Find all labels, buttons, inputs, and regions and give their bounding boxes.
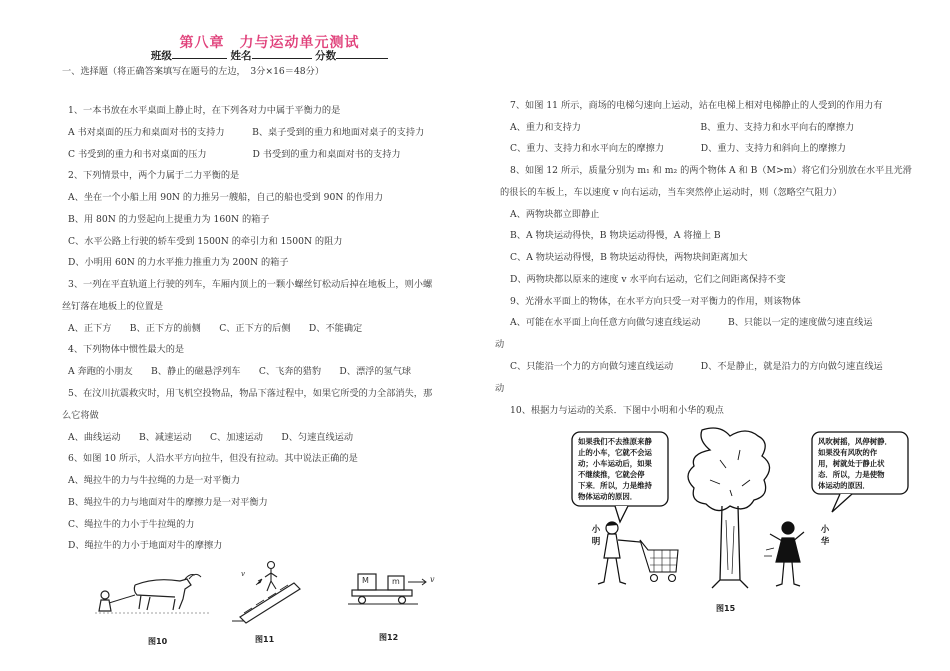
q7-options-cd: C、重力、支持力和水平向左的摩擦力 D、重力、支持力和斜向上的摩擦力 <box>510 143 846 154</box>
q8-stem-line2: 的很长的车板上，车以速度 v 向右运动，当车突然停止运动时，则（忽略空气阻力） <box>500 187 842 198</box>
q4-options: A 奔跑的小朋友 B、静止的磁悬浮列车 C、飞奔的猎豹 D、漂浮的氢气球 <box>68 366 412 377</box>
q3-stem-line1: 3、一列在平直轨道上行驶的列车，车厢内顶上的一颗小螺丝钉松动后掉在地板上，则小螺 <box>68 279 433 290</box>
q2-option-a: A、坐在一个小船上用 90N 的力推另一艘船，自己的船也受到 90N 的作用力 <box>68 192 384 203</box>
label-xiao-ming: 小明 <box>591 525 601 547</box>
q3-options: A、正下方 B、正下方的前侧 C、正下方的后侧 D、不能确定 <box>68 323 363 334</box>
q7-stem: 7、如图 11 所示，商场的电梯匀速向上运动，站在电梯上相对电梯静止的人受到的作用力有 <box>510 100 883 111</box>
q1-options-ab: A 书对桌面的压力和桌面对书的支持力 B、桌子受到的重力和地面对桌子的支持力 <box>68 127 425 138</box>
figure-11-velocity-label: v <box>241 570 245 578</box>
figure-12-blocks-on-cart <box>348 568 443 613</box>
q6-option-a: A、绳拉牛的力与牛拉绳的力是一对平衡力 <box>68 475 241 486</box>
label-xiao-hua: 小华 <box>820 525 830 547</box>
score-label: 分数 <box>315 50 337 62</box>
q10-stem: 10、根据力与运动的关系．下图中小明和小华的观点 <box>510 405 724 416</box>
score-blank[interactable] <box>336 48 388 59</box>
q6-stem: 6、如图 10 所示，人沿水平方向拉牛，但没有拉动。其中说法正确的是 <box>68 453 358 464</box>
q5-stem-line2: 么它将做 <box>62 410 99 421</box>
name-label: 姓名 <box>230 50 252 62</box>
page-title: 第八章 力与运动单元测试 <box>179 35 360 51</box>
q9-stem: 9、光滑水平面上的物体，在水平方向只受一对平衡力的作用，则该物体 <box>510 296 801 307</box>
q9-options-ab-wrap: 动 <box>495 339 505 350</box>
figure-10-person-pulling-bull <box>95 565 210 615</box>
q3-stem-line2: 丝钉落在地板上的位置是 <box>62 301 164 312</box>
block-m-small-label: m <box>392 577 400 586</box>
q2-option-d: D、小明用 60N 的力水平推力推重力为 200N 的箱子 <box>68 257 289 268</box>
q5-stem-line1: 5、在汶川抗震救灾时，用飞机空投物品，物品下落过程中，如果它所受的力全部消失，那 <box>68 388 433 399</box>
q9-options-ab: A、可能在水平面上向任意方向做匀速直线运动 B、只能以一定的速度做匀速直线运 <box>510 317 873 328</box>
figure-11-escalator <box>232 555 302 623</box>
q9-options-cd: C、只能沿一个力的方向做匀速直线运动 D、不是静止，就是沿力的方向做匀速直线运 <box>510 361 883 372</box>
class-label: 班级 <box>150 50 172 62</box>
q2-option-b: B、用 80N 的力竖起向上提重力为 160N 的箱子 <box>68 214 270 225</box>
q8-option-a: A、两物块都立即静止 <box>510 209 600 220</box>
student-info-line <box>0 48 539 63</box>
q6-option-b: B、绳拉牛的力与地面对牛的摩擦力是一对平衡力 <box>68 497 268 508</box>
figure-15-caption: 图15 <box>716 604 736 613</box>
figure-12-velocity-label: v <box>430 575 435 584</box>
q6-option-c: C、绳拉牛的力小于牛拉绳的力 <box>68 519 195 530</box>
q7-options-ab: A、重力和支持力 B、重力、支持力和水平向右的摩擦力 <box>510 122 855 133</box>
q8-option-d: D、两物块都以原来的速度 v 水平向右运动，它们之间距离保持不变 <box>510 274 786 285</box>
q2-option-c: C、水平公路上行驶的轿车受到 1500N 的牵引力和 1500N 的阻力 <box>68 236 343 247</box>
figure-10-caption: 图10 <box>148 637 168 646</box>
q6-option-d: D、绳拉牛的力小于地面对牛的摩擦力 <box>68 540 223 551</box>
class-blank[interactable] <box>172 48 227 59</box>
q1-stem: 1、一本书放在水平桌面上静止时，在下列各对力中属于平衡力的是 <box>68 105 341 116</box>
name-blank[interactable] <box>252 48 312 59</box>
q1-options-cd: C 书受到的重力和书对桌面的压力 D 书受到的重力和桌面对书的支持力 <box>68 149 401 160</box>
q4-stem: 4、下列物体中惯性最大的是 <box>68 344 185 355</box>
q8-option-b: B、A 物块运动得快，B 物块运动得慢，A 将撞上 B <box>510 230 721 241</box>
q8-option-c: C、A 物块运动得慢，B 物块运动得快，两物块间距离加大 <box>510 252 748 263</box>
speech-bubble-left: 如果我们不去推原来静 止的小车，它就不会运 动；小车运动后，如果 不继续推，它就会停 下来．所以，力是维持 物体运动的原因． <box>578 437 652 501</box>
q8-stem-line1: 8、如图 12 所示，质量分别为 m₁ 和 m₂ 的两个物体 A 和 B（M>m）将它们分别放在水平且光滑 <box>510 165 912 176</box>
q2-stem: 2、下列情景中，两个力属于二力平衡的是 <box>68 170 240 181</box>
q9-options-cd-wrap: 动 <box>495 383 505 394</box>
speech-bubble-right: 风吹树摇，风停树静． 如果没有风吹的作 用，树就处于静止状 态．所以，力是使物 体运动的原因． <box>818 437 892 490</box>
figure-12-caption: 图12 <box>379 633 399 642</box>
section1-heading: 一、选择题（将正确答案填写在题号的左边， 3分×16＝48分） <box>62 66 325 77</box>
q5-options: A、曲线运动 B、减速运动 C、加速运动 D、匀速直线运动 <box>68 432 354 443</box>
figure-11-caption: 图11 <box>255 635 275 644</box>
block-m-big-label: M <box>362 576 369 585</box>
